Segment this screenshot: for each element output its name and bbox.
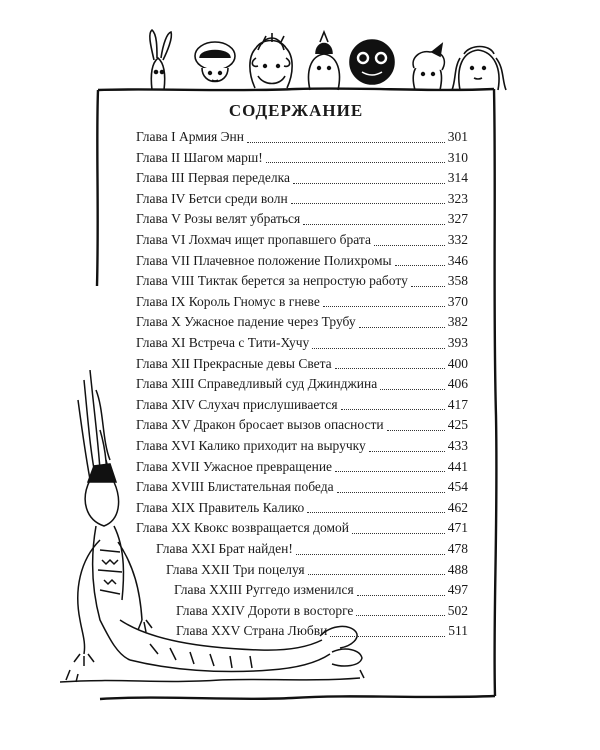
toc-entry-page: 478 (447, 541, 468, 556)
dot-leader (303, 212, 444, 225)
dot-leader (395, 253, 445, 266)
toc-entry-page: 502 (447, 602, 468, 618)
toc-entry-page: 462 (447, 499, 468, 515)
toc-entry-label: Глава XII Прекрасные девы Света (136, 355, 332, 371)
dot-leader (266, 150, 445, 163)
toc-entry[interactable] (176, 622, 468, 640)
toc-entry-page: 370 (447, 293, 468, 309)
toc-entry[interactable] (136, 210, 468, 228)
toc-entry[interactable] (174, 581, 468, 599)
toc-entry-label: Глава VI Лохмач ищет пропавшего брата (136, 232, 371, 247)
toc-entry-label: Глава XIX Правитель Калико (136, 499, 305, 515)
toc-entry-page: 346 (447, 252, 468, 268)
toc-entry[interactable] (136, 128, 468, 146)
toc-entry-label: Глава XXIV Дороти в восторге (176, 602, 354, 618)
dot-leader (330, 624, 445, 637)
toc-entry[interactable] (136, 437, 468, 455)
dot-leader (411, 274, 445, 287)
toc-entry[interactable] (136, 499, 468, 517)
toc-entry-label: Глава X Ужасное падение через Трубу (136, 314, 356, 330)
toc-entry-page: 471 (447, 520, 468, 536)
toc-entry-page: 323 (447, 190, 468, 206)
toc-entry-label: Глава XIII Справедливый суд Джинджина (136, 376, 378, 392)
dot-leader (296, 542, 445, 555)
toc-entry[interactable] (156, 540, 468, 558)
dot-leader (323, 294, 445, 307)
toc-entry[interactable] (166, 561, 468, 579)
dot-leader (337, 480, 445, 493)
toc-entry[interactable] (176, 602, 468, 620)
toc-entry-label: Глава XIV Слухач прислушивается (136, 396, 338, 412)
toc-entry-page: 332 (447, 232, 468, 247)
dot-leader (374, 233, 445, 246)
toc-entry[interactable] (136, 396, 468, 414)
toc-entry-page: 393 (447, 335, 468, 350)
toc-entry[interactable] (136, 293, 468, 311)
toc-entry[interactable] (136, 272, 468, 290)
toc-entry[interactable] (136, 478, 468, 496)
dot-leader (291, 191, 445, 204)
toc-entry-page: 417 (447, 396, 468, 412)
toc-entry-label: Глава XXIII Руггедо изменился (174, 582, 354, 598)
toc-entry-label: Глава III Первая переделка (136, 170, 290, 186)
toc-entry[interactable] (136, 334, 468, 352)
toc-entry-label: Глава I Армия Энн (136, 129, 244, 144)
toc-entry-page: 400 (447, 355, 468, 371)
toc-entry[interactable] (136, 375, 468, 393)
toc-entry-label: Глава IX Король Гномус в гневе (136, 293, 320, 309)
toc-entry-page: 511 (448, 623, 468, 639)
toc-entry[interactable] (136, 231, 468, 249)
toc-entry-page: 310 (447, 149, 468, 165)
toc-entry-label: Глава VII Плачевное положение Полихромы (136, 252, 392, 268)
toc-entry[interactable] (136, 519, 468, 537)
toc-entry-label: Глава XVI Калико приходит на выручку (136, 438, 366, 453)
dot-leader (308, 562, 445, 575)
toc-entry-page: 433 (447, 438, 468, 453)
dot-leader (352, 521, 445, 534)
toc-entry-page: 425 (447, 417, 468, 433)
toc-entry[interactable] (136, 252, 468, 270)
dot-leader (359, 315, 445, 328)
toc-entry[interactable] (136, 458, 468, 476)
toc-entry-label: Глава XVIII Блистательная победа (136, 479, 334, 495)
toc-entry-page: 441 (447, 458, 468, 474)
toc-entry-label: Глава XI Встреча с Тити-Хучу (136, 335, 310, 350)
toc-entry-label: Глава XX Квокс возвращается домой (136, 520, 349, 536)
toc-entry-label: Глава XV Дракон бросает вызов опасности (136, 417, 384, 433)
toc-entry-page: 358 (447, 273, 468, 289)
toc-entry-label: Глава XXV Страна Любви (176, 623, 328, 639)
dot-leader (312, 336, 444, 349)
toc-entry-page: 327 (447, 211, 468, 227)
toc-entry-page: 454 (447, 479, 468, 495)
contents-title: СОДЕРЖАНИЕ (228, 101, 364, 120)
dot-leader (356, 603, 444, 616)
dot-leader (387, 418, 445, 431)
dot-leader (293, 171, 445, 184)
toc-entry-label: Глава XXII Три поцелуя (166, 561, 305, 577)
dot-leader (341, 397, 445, 410)
dot-leader (369, 439, 445, 452)
toc-entry-page: 406 (447, 376, 468, 392)
dot-leader (335, 356, 445, 369)
toc-entry[interactable] (136, 416, 468, 434)
dot-leader (247, 130, 445, 143)
toc-entry[interactable] (136, 355, 468, 373)
toc-entry-page: 382 (447, 314, 468, 330)
character-heads-illustration (130, 28, 510, 92)
dot-leader (357, 583, 445, 596)
toc-entry[interactable] (136, 190, 468, 208)
toc-entry-label: Глава XXI Брат найден! (156, 541, 293, 556)
toc-entry-label: Глава VIII Тиктак берется за непростую работу (136, 273, 408, 289)
toc-entry-page: 301 (447, 129, 468, 144)
toc-entry-page: 314 (447, 170, 468, 186)
toc-entry[interactable] (136, 149, 468, 167)
toc-entry-label: Глава II Шагом марш! (136, 149, 263, 165)
toc-entry-label: Глава V Розы велят убраться (136, 211, 301, 227)
toc-entry-page: 497 (447, 582, 468, 598)
dot-leader (307, 500, 445, 513)
toc-entry-page: 488 (447, 561, 468, 577)
toc-entry-label: Глава XVII Ужасное превращение (136, 458, 333, 474)
dot-leader (335, 459, 445, 472)
dot-leader (380, 377, 445, 390)
toc-entry[interactable] (136, 169, 468, 187)
toc-entry-label: Глава IV Бетси среди волн (136, 190, 288, 206)
toc-entry[interactable] (136, 313, 468, 331)
